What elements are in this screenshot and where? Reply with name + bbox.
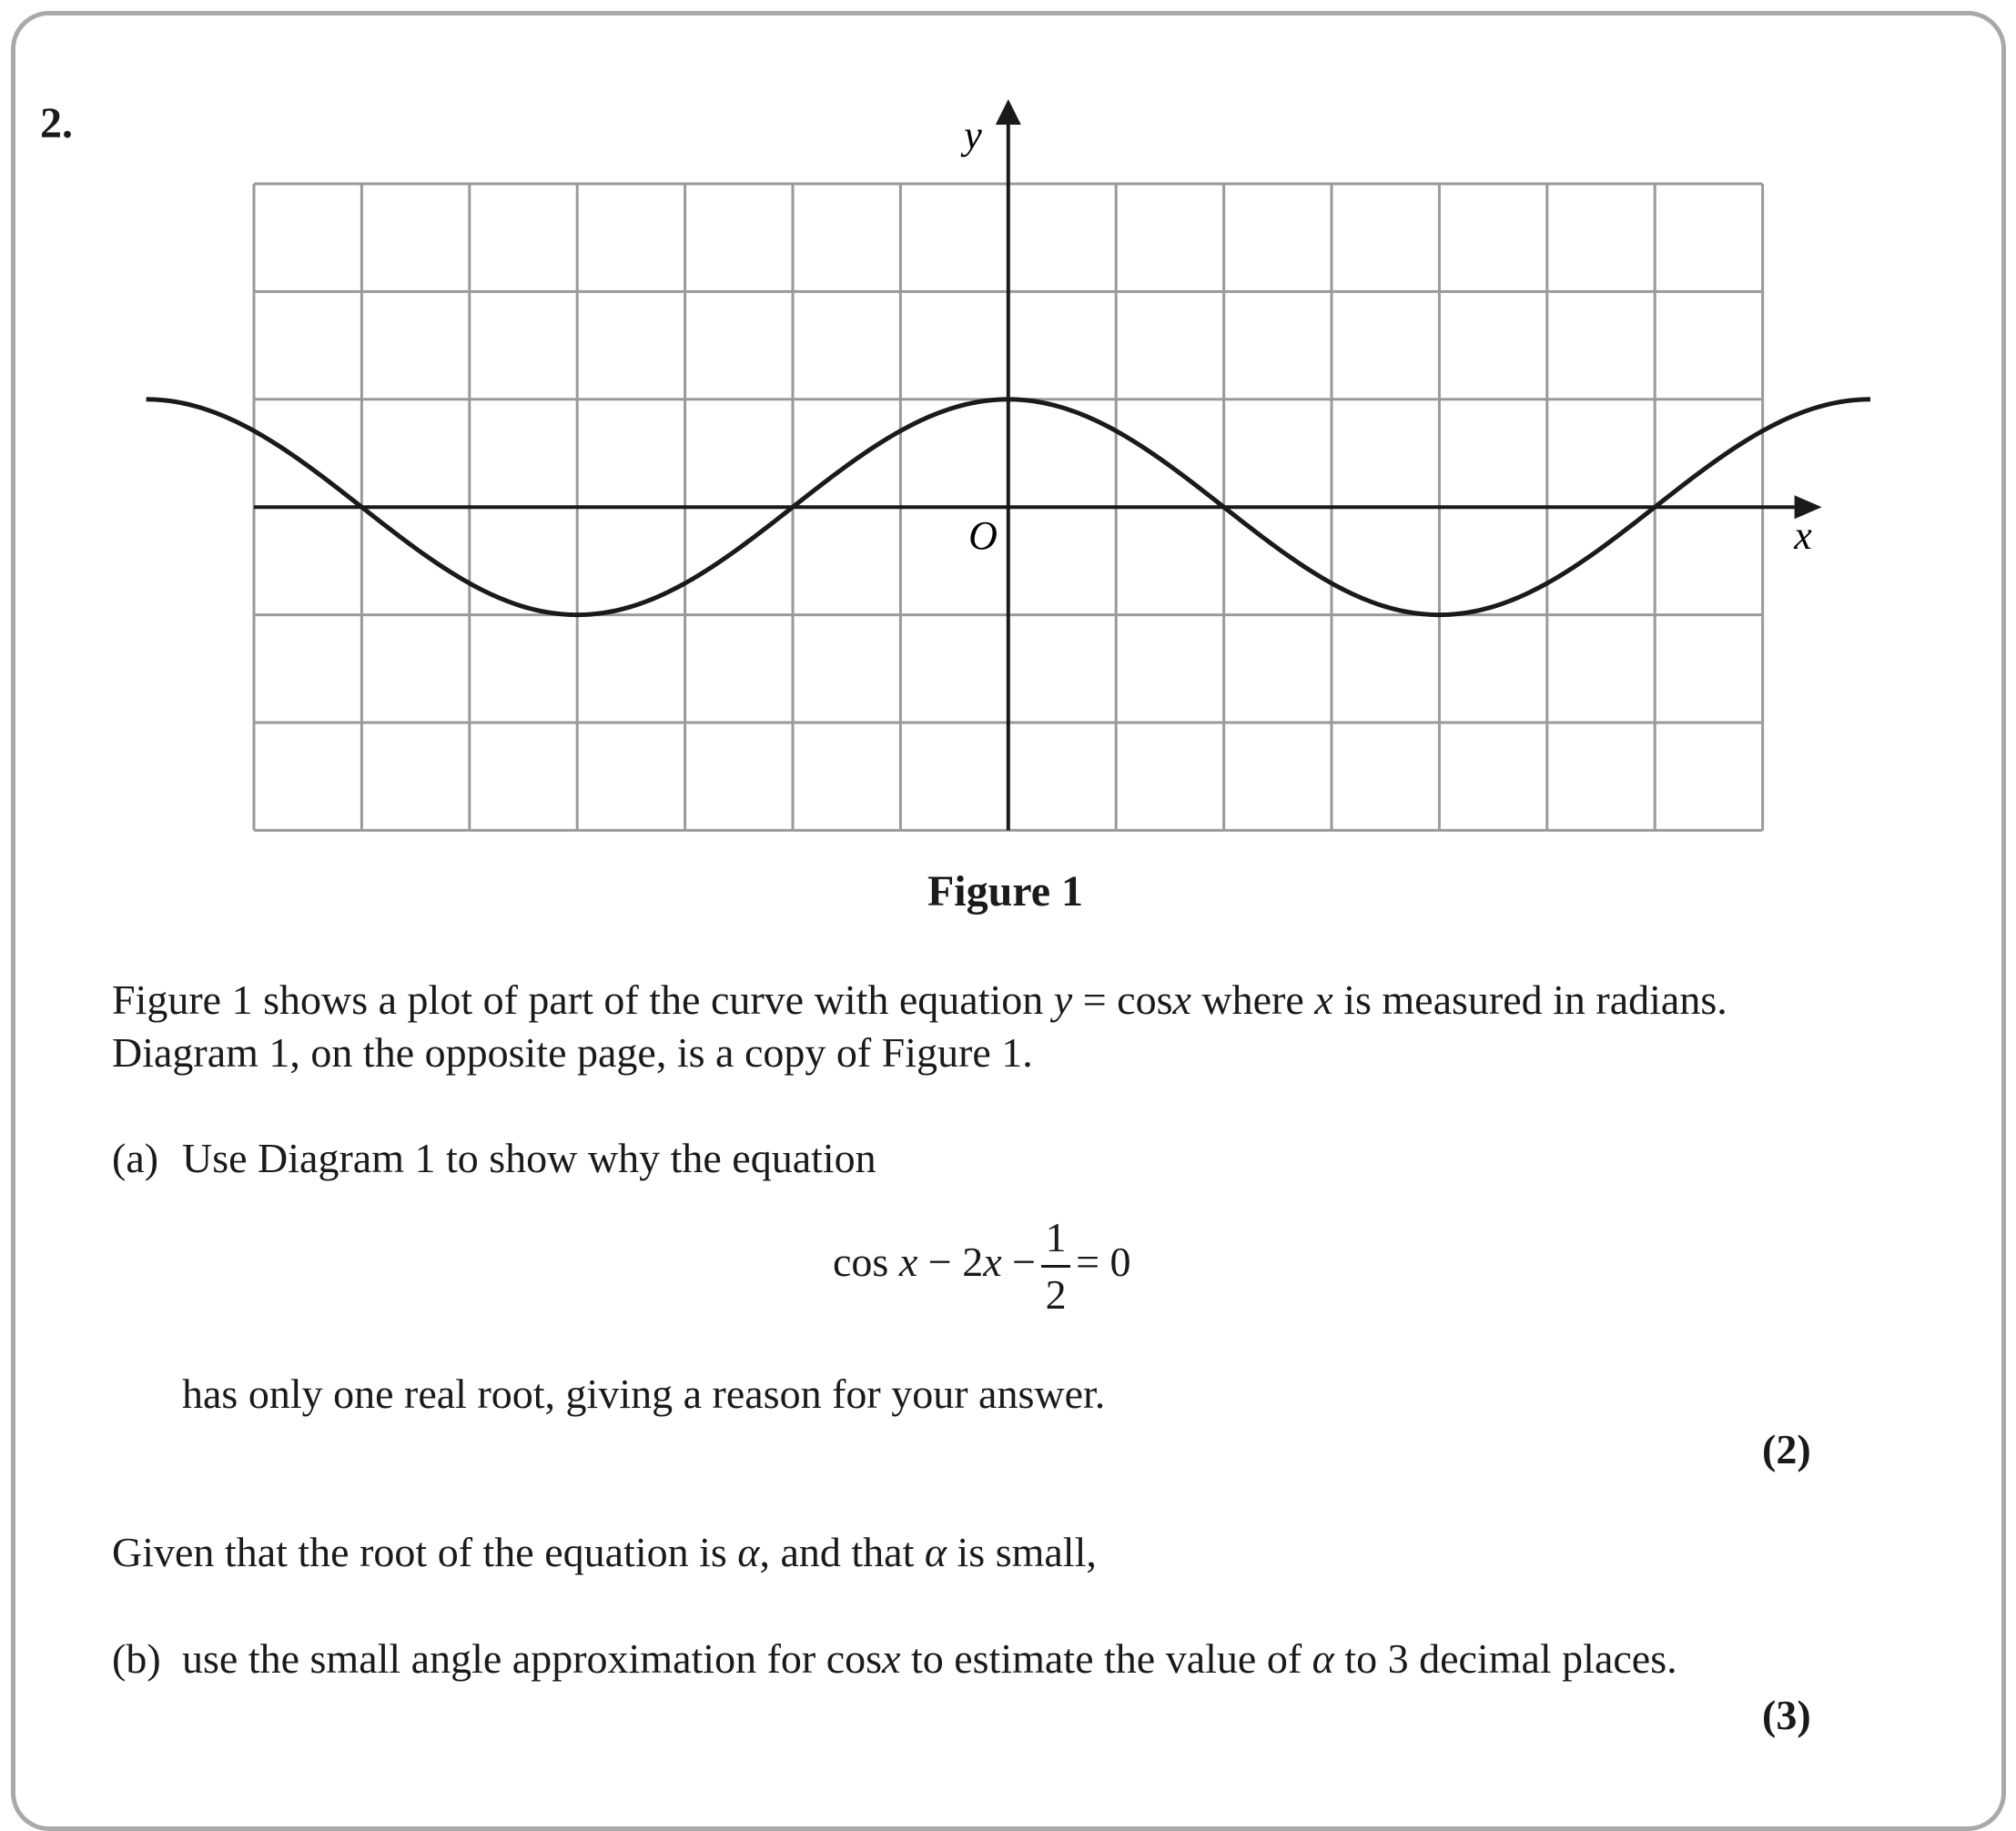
marks-b: (3) [1762,1692,1811,1738]
part-a-text: Use Diagram 1 to show why the equation [182,1135,876,1181]
part-b-label: (b) [112,1635,161,1682]
part-a-continuation: has only one real root, giving a reason for your answer. [182,1371,1106,1417]
given-line: Given that the root of the equation is α, and that α is small, [112,1529,1097,1575]
figure-1-graph [0,0,2016,874]
figure-caption: Figure 1 [927,867,1084,916]
x-axis-label: x [1794,513,1812,558]
fraction-one-half: $\frac{1}{2}$ [1041,1212,1070,1320]
y-axis-label: y [964,113,982,157]
intro-line-2: Diagram 1, on the opposite page, is a copy of Figure 1. [112,1029,1033,1076]
equation: cos x − 2x − $\frac{1}{2}$ = 0 [833,1212,1131,1320]
origin-label: O [968,513,998,558]
part-a-label: (a) [112,1135,159,1181]
axes [254,99,1822,830]
part-b-text: use the small angle approximation for cosx to estimate the value of α to 3 decimal places. [182,1635,1677,1682]
marks-a: (2) [1762,1426,1811,1472]
question-number: 2. [40,99,73,147]
intro-line-1: Figure 1 shows a plot of part of the curve with equation y = cosx where x is measured in radians. [112,976,1727,1023]
y-axis-arrowhead [996,99,1021,125]
